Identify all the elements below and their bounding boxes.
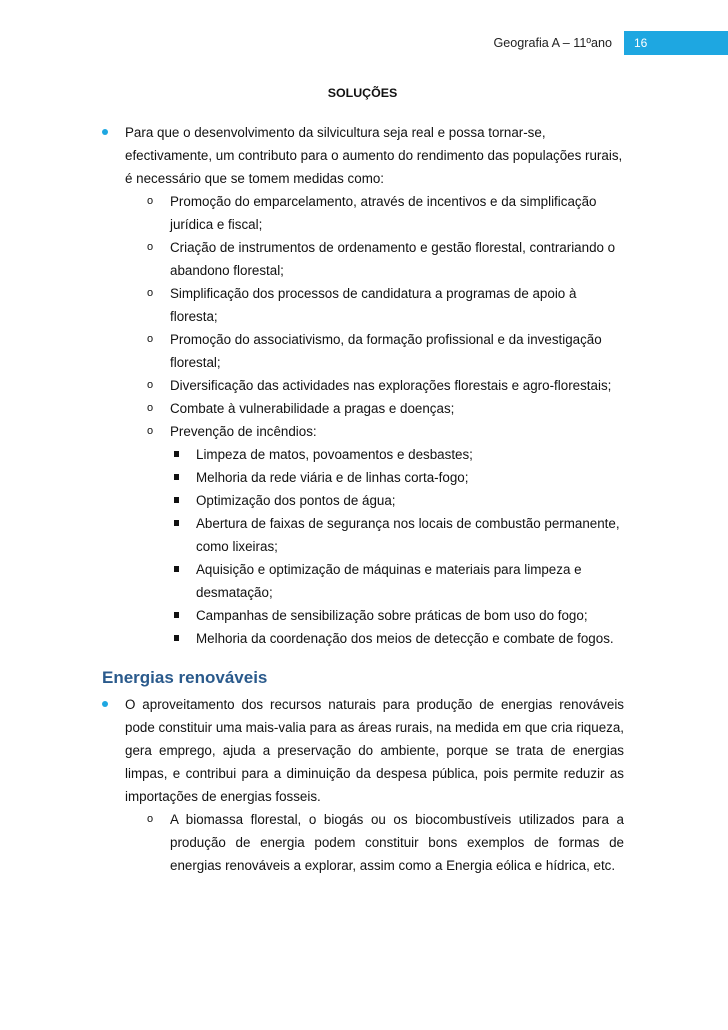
square-bullet-icon: [174, 497, 179, 503]
fire-measure-text: Campanhas de sensibilização sobre práticas de bom uso do fogo;: [196, 608, 588, 623]
page-header: [493, 31, 728, 55]
circle-bullet-icon: o: [147, 402, 154, 414]
page-number-badge: [624, 31, 728, 55]
fire-measure-text: Limpeza de matos, povoamentos e desbastes;: [196, 447, 473, 462]
circle-bullet-icon: o: [147, 813, 154, 825]
list-item: [102, 604, 624, 627]
list-item: [102, 443, 624, 466]
list-item: [102, 466, 624, 489]
circle-bullet-icon: o: [147, 333, 154, 345]
measure-text: Promoção do emparcelamento, através de incentivos e da simplificação jurídica e fiscal;: [170, 194, 597, 232]
fire-measure-text: Aquisição e optimização de máquinas e materiais para limpeza e desmatação;: [196, 562, 582, 600]
section-title: [0, 86, 728, 100]
circle-bullet-icon: o: [147, 241, 154, 253]
sub-item-text: A biomassa florestal, o biogás ou os biocombustíveis utilizados para a produção de energia podem constituir bons exemplos de formas de energias renováveis a explorar, assim como a Energia eólica e hídrica, etc.: [170, 812, 624, 873]
fire-measure-text: Melhoria da coordenação dos meios de detecção e combate de fogos.: [196, 631, 614, 646]
list-item: [102, 374, 624, 397]
circle-bullet-icon: o: [147, 287, 154, 299]
list-item: [102, 121, 624, 190]
fire-measure-text: Abertura de faixas de segurança nos locais de combustão permanente, como lixeiras;: [196, 516, 620, 554]
square-bullet-icon: [174, 612, 179, 618]
list-item: [102, 190, 624, 236]
bullet-icon: [102, 701, 108, 707]
list-item: [102, 808, 624, 877]
circle-bullet-icon: o: [147, 425, 154, 437]
fire-measure-text: Optimização dos pontos de água;: [196, 493, 396, 508]
square-bullet-icon: [174, 566, 179, 572]
fire-measure-text: Melhoria da rede viária e de linhas corta-fogo;: [196, 470, 469, 485]
renewables-list: [102, 693, 624, 877]
list-item: [102, 512, 624, 558]
list-item: [102, 627, 624, 650]
circle-bullet-icon: o: [147, 195, 154, 207]
section-heading: Energias renováveis: [102, 668, 268, 687]
list-item: [102, 489, 624, 512]
measure-text: Promoção do associativismo, da formação profissional e da investigação florestal;: [170, 332, 602, 370]
measure-text: Prevenção de incêndios:: [170, 424, 317, 439]
square-bullet-icon: [174, 520, 179, 526]
paragraph-text: O aproveitamento dos recursos naturais para produção de energias renováveis pode constituir uma mais-valia para as áreas rurais, na medida em que cria riqueza, gera emprego, ajuda a preservação do ambiente, porque se trata de energias limpas, e contribui para a diminuição da despesa pública, pois permite reduzir as importações de energias fosseis.: [125, 697, 624, 804]
page-number: 16: [634, 36, 648, 50]
header-title: Geografia A – 11ºano: [493, 36, 612, 50]
square-bullet-icon: [174, 635, 179, 641]
measure-text: Diversificação das actividades nas explorações florestais e agro-florestais;: [170, 378, 612, 393]
list-item: [102, 282, 624, 328]
list-item: [102, 693, 624, 808]
list-item: [102, 420, 624, 443]
measure-text: Simplificação dos processos de candidatura a programas de apoio à floresta;: [170, 286, 577, 324]
circle-bullet-icon: o: [147, 379, 154, 391]
square-bullet-icon: [174, 451, 179, 457]
square-bullet-icon: [174, 474, 179, 480]
section-title-text: SOLUÇÕES: [327, 86, 398, 100]
bullet-icon: [102, 129, 108, 135]
measure-text: Combate à vulnerabilidade a pragas e doenças;: [170, 401, 455, 416]
list-item: [102, 558, 624, 604]
list-item: [102, 236, 624, 282]
list-item: [102, 328, 624, 374]
solutions-list: [102, 121, 624, 650]
intro-text: Para que o desenvolvimento da silvicultura seja real e possa tornar-se, efectivamente, um contributo para o aumento do rendimento das populações rurais, é necessário que se tomem medidas como:: [125, 125, 623, 186]
list-item: [102, 397, 624, 420]
measure-text: Criação de instrumentos de ordenamento e gestão florestal, contrariando o abandono florestal;: [170, 240, 616, 278]
